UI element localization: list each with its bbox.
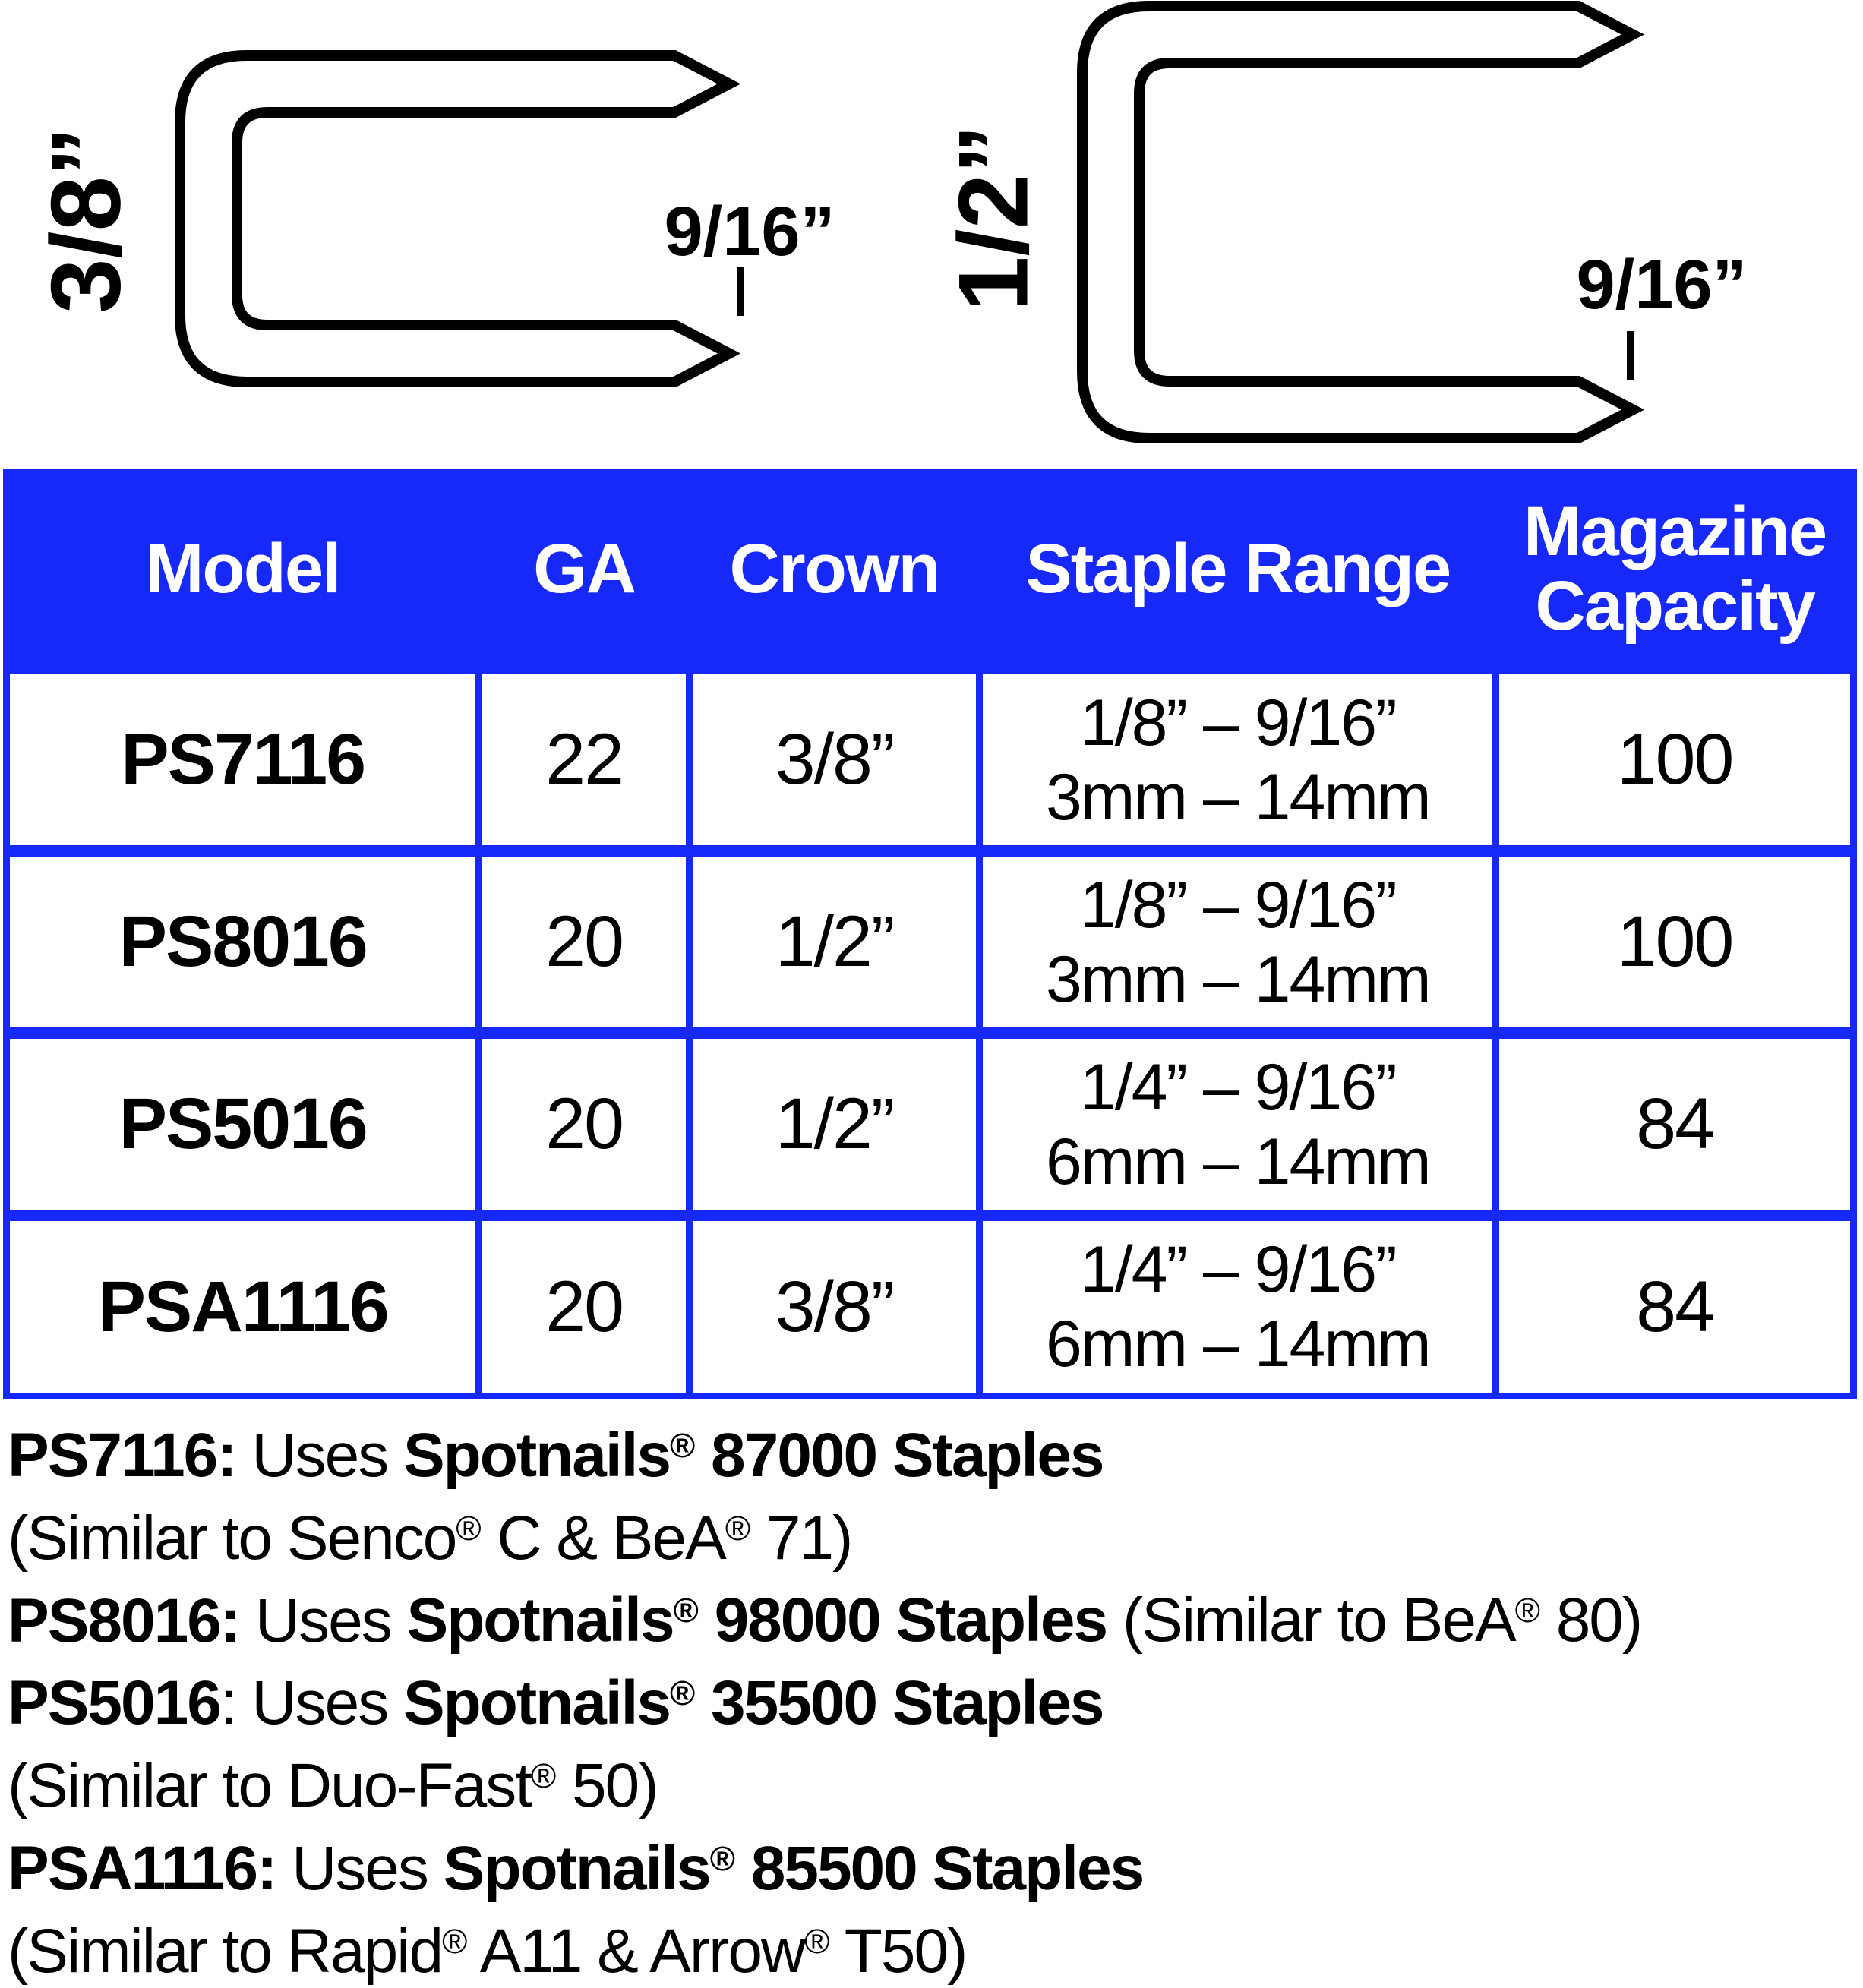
cell-model: PS8016 — [10, 845, 482, 1027]
footnote-line: PS5016: Uses Spotnails® 35500 Staples — [8, 1668, 1104, 1738]
cell-capacity: 84 — [1499, 1027, 1850, 1210]
cell-staple-range: 1/4” – 9/16” 6mm – 14mm — [983, 1027, 1499, 1210]
footnote-line: PS7116: Uses Spotnails® 87000 Staples — [8, 1420, 1104, 1490]
cell-ga: 22 — [482, 663, 692, 845]
staple-diagram-small — [30, 55, 835, 382]
column-header-magazine-capacity: Magazine Capacity — [1499, 475, 1850, 663]
cell-crown: 1/2” — [693, 1027, 984, 1210]
footnote-line: PS8016: Uses Spotnails® 98000 Staples (Similar to BeA® 80) — [8, 1586, 1642, 1655]
footnote-line: (Similar to Senco® C & BeA® 71) — [8, 1503, 852, 1573]
cell-staple-range: 1/4” – 9/16” 6mm – 14mm — [983, 1210, 1499, 1393]
column-header-ga: GA — [482, 475, 692, 663]
column-header-crown: Crown — [693, 475, 984, 663]
cell-ga: 20 — [482, 1210, 692, 1393]
leg-dimension-label-large: 9/16” — [1576, 246, 1748, 323]
footnote-line: (Similar to Rapid® A11 & Arrow® T50) — [8, 1916, 967, 1986]
footnote-line: PSA1116: Uses Spotnails® 85500 Staples — [8, 1833, 1144, 1903]
crown-dimension-label-large: 1/2” — [937, 125, 1049, 311]
staple-diagrams — [0, 0, 1863, 469]
staple-outline-large — [1082, 6, 1633, 438]
cell-crown: 1/2” — [693, 845, 984, 1027]
cell-capacity: 84 — [1499, 1210, 1850, 1393]
column-header-model: Model — [10, 475, 482, 663]
footnotes — [8, 1409, 1857, 1988]
cell-model: PS7116 — [10, 663, 482, 845]
cell-staple-range: 1/8” – 9/16” 3mm – 14mm — [983, 663, 1499, 845]
cell-ga: 20 — [482, 845, 692, 1027]
leg-dimension-label-small: 9/16” — [664, 193, 835, 270]
staple-diagram-large — [938, 6, 1748, 438]
column-header-staple-range: Staple Range — [983, 475, 1499, 663]
cell-capacity: 100 — [1499, 663, 1850, 845]
cell-ga: 20 — [482, 1027, 692, 1210]
cell-model: PSA1116 — [10, 1210, 482, 1393]
spec-table — [3, 469, 1857, 1399]
cell-model: PS5016 — [10, 1027, 482, 1210]
cell-crown: 3/8” — [693, 663, 984, 845]
cell-crown: 3/8” — [693, 1210, 984, 1393]
staple-outline-small — [180, 55, 729, 382]
cell-capacity: 100 — [1499, 845, 1850, 1027]
footnote-line: (Similar to Duo-Fast® 50) — [8, 1750, 658, 1820]
crown-dimension-label-small: 3/8” — [30, 127, 141, 314]
cell-staple-range: 1/8” – 9/16” 3mm – 14mm — [983, 845, 1499, 1027]
